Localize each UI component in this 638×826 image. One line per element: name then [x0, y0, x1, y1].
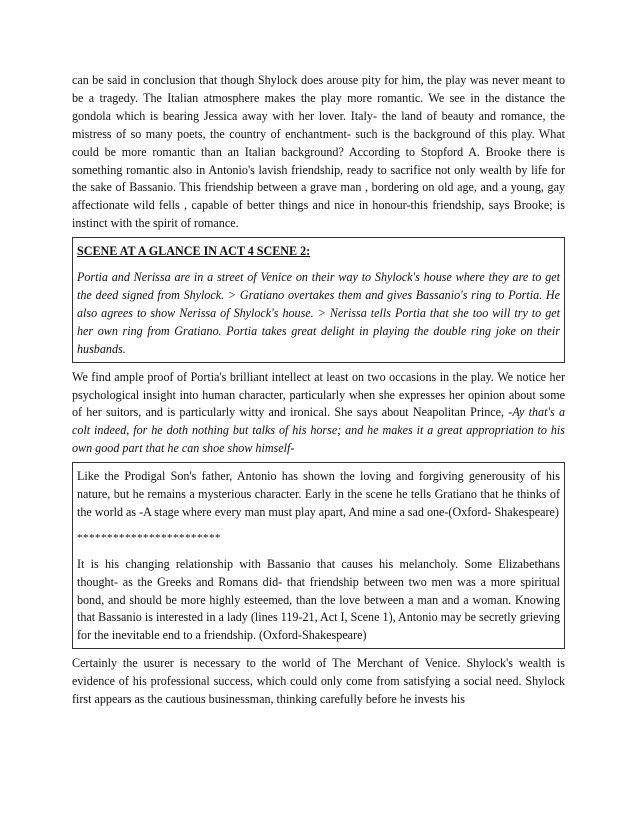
scene-box-text: Portia and Nerissa are in a street of Venice on their way to Shylock's house where they are to get the deed signed from Shylock. > Gratiano overtakes them and gives Bassanio's ring to Portia. He also agrees to show Nerissa of Shylock's house. > Nerissa tells Portia that she too will try to get her own ring from Gratiano. Portia takes great delight in playing the double ring joke on their husbands. [77, 270, 560, 356]
portia-quote: Ay that's a colt indeed, for he doth nothing but talks of his horse; and he makes it a great appropriation to his own good part that he can shoe show himself- [72, 405, 565, 456]
portia-paragraph-text: We find ample proof of Portia's brilliant intellect at least on two occasions in the play. We notice her psychological insight into human character, particularly when she expresses her opinion about some of her suitors, and is particularly witty and ironical. She says about Neapolitan Prince, - [72, 369, 565, 420]
paragraph-portia-intellect [72, 369, 565, 459]
antonio-box-text-2: It is his changing relationship with Bassanio that causes his melancholy. Some Elizabethans thought- as the Greeks and Romans did- that friendship between two men was a more spiritual bond, and should be more highly esteemed, than the love between a man and a woman. Knowing that Bassanio is interested in a lady (lines 119-21, Act I, Scene 1), Antonio may be secretly grieving for the inevitable end to a friendship. (Oxford-Shakespeare) [77, 556, 560, 643]
paragraph-romance-conclusion: can be said in conclusion that though Shylock does arouse pity for him, the play was never meant to be a tragedy. The Italian atmosphere makes the play more romantic. We see in the distance the gondola which is bearing Jessica away with her lover. Italy- the land of beauty and romance, the mistress of so many poets, the country of enchantment- such is the background of this play. What could be more romantic than an Italian background? According to Stopford A. Brooke there is something romantic also in Antonio's lavish friendship, ready to sacrifice not only wealth by life for the sake of Bassanio. This friendship between a grave man , bordering on old age, and a young, gay affectionate wild fells , capable of better things and nice in honour-this friendship, says Brooke; is instinct with the spirit of romance. [72, 73, 565, 231]
scene-at-a-glance-box [72, 237, 565, 362]
scene-box-title: SCENE AT A GLANCE IN ACT 4 SCENE 2: [77, 244, 311, 259]
antonio-character-box [72, 462, 565, 649]
page-content [72, 72, 565, 709]
antonio-box-text-1: Like the Prodigal Son's father, Antonio has shown the loving and forgiving generousity of his nature, but he remains a mysterious character. Early in the scene he tells Gratiano that he thinks of the world as -A stage where every man must play apart, And mine a sad one-(Oxford- Shakespeare) [77, 469, 560, 519]
asterisk-divider: ************************ [77, 531, 221, 544]
paragraph-usurer: Certainly the usurer is necessary to the world of The Merchant of Venice. Shylock's wealth is evidence of his professional success, which could only come from satisfying a social need. Shylock first appears as the cautious businessman, thinking carefully before he invests his [72, 656, 565, 707]
